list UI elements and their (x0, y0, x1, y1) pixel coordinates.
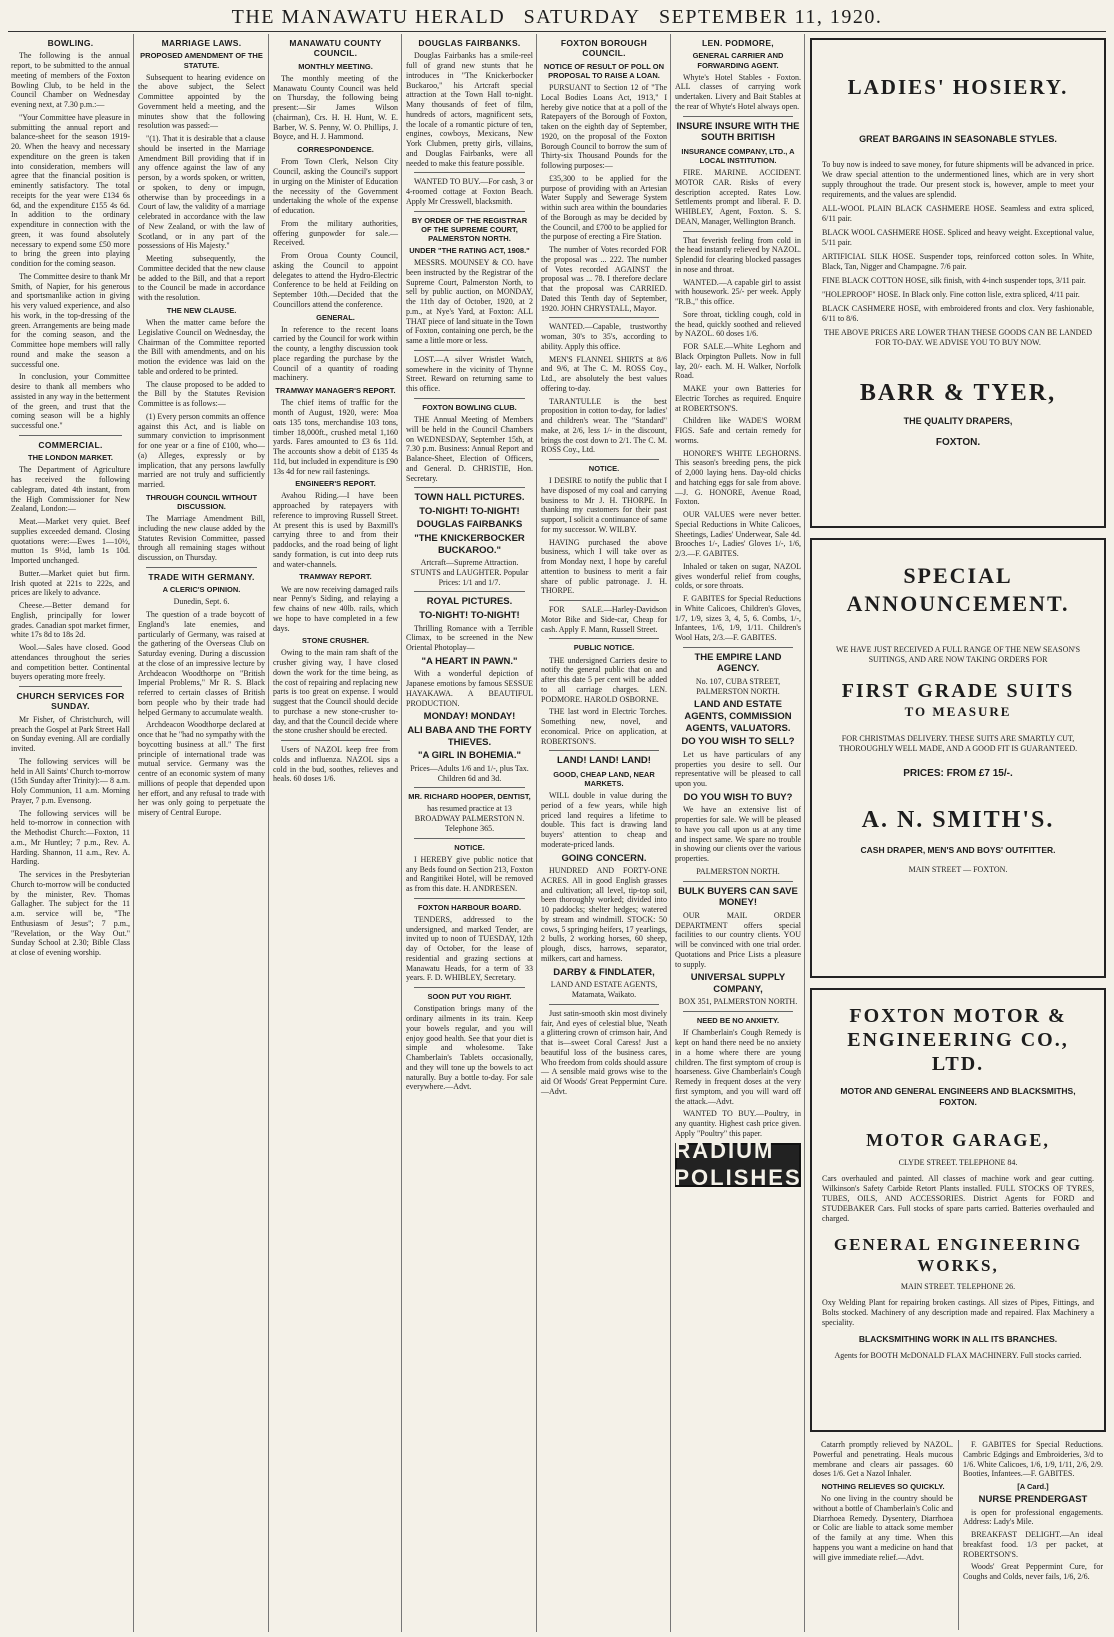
advert-text: OUR MAIL ORDER DEPARTMENT offers special facilities to our country clients. YOU will be convinced with one trial order. Quotations and Price Lists a pleasure to supply. (675, 910, 801, 969)
advert-text: is open for professional engagements. Address: Lady's Mile. (963, 1507, 1103, 1527)
advert-text: FOR SALE.—Harley-Davidson Motor Bike and Side-car, Cheap for cash. Apply F. Mann, Russell Street. (541, 605, 667, 634)
engineering-works-address: MAIN STREET. TELEPHONE 26. (900, 1282, 1016, 1292)
monday-banner: MONDAY! MONDAY! (423, 711, 516, 723)
column-borough-council (538, 34, 670, 1632)
subheading: SOON PUT YOU RIGHT. (427, 992, 512, 1002)
royal-pictures-heading: ROYAL PICTURES. (426, 596, 513, 608)
advert-text: No. 107, CUBA STREET, PALMERSTON NORTH. (695, 676, 781, 696)
advert-text: Just satin-smooth skin most divinely fair, And eyes of celestial blue, 'Neath a glittering crown of crimson hair, And that is—sweet Coral Caress! Just a beautiful loss of the business cares, Who freedom from colds should assure— A sensible maid grows wise to the aid Of Woods' Great Peppermint Cure.—Advt. (541, 1008, 667, 1096)
paper-day: SATURDAY (523, 6, 641, 28)
subheading-london-market: THE LONDON MARKET. (28, 453, 113, 463)
buy-heading: DO YOU WISH TO BUY? (683, 791, 793, 803)
advert-text: MEN'S FLANNEL SHIRTS at 8/6 and 9/6, at The C. M. ROSS Coy., Ltd., are absolutely the best values offering to-day. (541, 354, 667, 393)
film-title: "A HEART IN PAWN." (421, 655, 518, 667)
company-name: UNIVERSAL SUPPLY COMPANY, (690, 972, 786, 995)
column-bowling-commercial-church (8, 34, 133, 1632)
divider (414, 898, 525, 899)
article-text: The chief items of traffic for the month of August, 1920, were: Moa oats 135 tons, merchandise 103 tons, timber 18,000ft., crushed metal 1,160 yards. Fares amounted to £3 6s 11d. The accounts show a debit of £135 4s 11d, but included in expenditure is £90 13s 4d for new rail fastenings. (273, 398, 398, 476)
advert-text: Sore throat, tickling cough, cold in the head, quickly soothed and relieved by NAZOL. 60 doses 1/6. (675, 309, 801, 339)
article-text: Douglas Fairbanks has a smile-reel full of grand new stunts that he introduces in "The Knickerbocker Buckaroo," his Artcraft special attraction at the Town Hall to-night. Many thousands of feet of film, hundreds of actors, magnificent sets, the locale of a romantic picture of ten, engines, cowboys, Mexicans, New York Clubmen, pretty girls, villains, and Douglas Fairbanks, were all needed to make this feature possible. (406, 51, 533, 168)
article-text: Butter.—Market quiet but firm. Irish quoted at 221s to 222s, and prices are likely to advance. (11, 568, 130, 598)
radium-polishes-logo: RADIUM POLISHES (674, 1137, 802, 1190)
advert-text: MAKE your own Batteries for Electric Torches as required. Enquire at ROBERTSON'S. (675, 384, 801, 413)
article-text: Subsequent to hearing evidence on the above subject, the Select Committee appointed by the Government held a meeting, and the minutes show that the following resolution was passed:— (138, 72, 265, 131)
heading-commercial: COMMERCIAL. (38, 439, 103, 450)
sell-heading: DO YOU WISH TO SELL? (681, 736, 795, 748)
masthead-rule (8, 31, 1106, 32)
article-text: From the military authorities, offering gunpowder for sale.—Received. (273, 218, 398, 248)
subheading: GOOD, CHEAP LAND, NEAR MARKETS. (553, 769, 655, 788)
divider (549, 600, 659, 601)
advert-text: We have an extensive list of properties for sale. We will be pleased to have you call upon us at any time and inspect same. We spare no trouble in showing our clients over the various properties. (675, 805, 801, 864)
divider (549, 317, 659, 318)
column-divider (133, 34, 134, 1632)
announcement-main: FIRST GRADE SUITS (841, 680, 1075, 702)
divider (683, 116, 793, 117)
advert-text: HUNDRED AND FORTY-ONE ACRES. All in good English grasses and cultivation; all level, tip-top soil, been thoroughly worked; divided into 10 paddocks; shelter hedges; watered by stream and windmill. STOCK: 50 cows, 5 springing heifers, 17 yearlings, 2 bulls, 2 working horses, 60 sheep, plough, discs, harrows, separator, milkers, cart and harness. (541, 866, 667, 963)
subheading: GENERAL CARRIER AND FORWARDING AGENT. (692, 51, 784, 70)
advert-text: HAVING purchased the above business, which I will take over as from Monday next, I hope by careful attention to business to merit a fair share of public patronage. J. H. THORPE. (541, 537, 667, 596)
hosiery-title: LADIES' HOSIERY. (847, 75, 1069, 99)
subheading: PROPOSED AMENDMENT OF THE STATUTE. (140, 51, 263, 70)
barr-tyer-name: BARR & TYER, (859, 379, 1057, 406)
article-text: The monthly meeting of the Manawatu County Council was held on Thursday, the following being present:—Sir James Wilson (chairman), Crs. H. H. Hunt, W. E. Barber, W. S. Penny, W. O. Phillips, J. Boyce, and H. J. Hammond. (273, 73, 398, 142)
announcement-title-line1: SPECIAL (903, 563, 1013, 588)
announcement-title-line2: ANNOUNCEMENT. (846, 590, 1070, 616)
divider (19, 435, 122, 436)
advert-text: Inhaled or taken on sugar, NAZOL gives wonderful relief from coughs, colds, or sore throats. (675, 561, 801, 591)
motor-garage-text: Cars overhauled and painted. All classes of machine work and gear cutting. Wilkinson's Safety Carbide Retort Plants installed. FULL STOCKS OF TYRES, TUBES, OILS, AND ACCESSORIES. District Agents for FORD and STUDEBAKER Cars. Full stocks of spare parts carried. Batteries overhauled and charged. (822, 1173, 1094, 1223)
article-text: Wool.—Sales have closed. Good attendances throughout the series and competition better. Continental buyers operating more freely. (11, 643, 130, 682)
hosiery-subtitle: GREAT BARGAINS IN SEASONABLE STYLES. (859, 134, 1057, 145)
advert-text: has resumed practice at 13 BROADWAY PALMERSTON N. Telephone 365. (414, 804, 525, 833)
column-entertainment-notices (403, 34, 536, 1632)
article-text: From Oroua County Council, asking the Council to appoint delegates to attend the Hydro-Electric Conference to be held at Feilding on September 10th.—Decided that the Councillors attend the conference. (273, 251, 398, 309)
divider (19, 686, 122, 687)
town-hall-heading: TOWN HALL PICTURES. (414, 492, 525, 504)
engineering-agents-text: Agents for BOOTH McDONALD FLAX MACHINERY. Full stocks carried. (834, 1350, 1082, 1360)
subheading: UNDER "THE RATING ACT, 1908." (409, 246, 530, 256)
advert-ladies-hosiery (810, 38, 1106, 528)
hosiery-note: THE ABOVE PRICES ARE LOWER THAN THESE GOODS CAN BE LANDED FOR TO-DAY. WE ADVISE YOU TO BUY NOW. (823, 327, 1093, 347)
land-banner: LAND! LAND! LAND! (557, 755, 651, 767)
advert-text: PURSUANT to Section 12 of "The Local Bodies Loans Act, 1913," I hereby give notice that at a poll of the Ratepayers of the Borough of Foxton, taken on the eighth day of September, 1920, on the proposal of the Foxton Borough Council to borrow the sum of Thirty-six Thousand Pounds for the following purposes:— (541, 83, 667, 170)
article-text: "(1). That it is desirable that a clause should be inserted in the Marriage Amendment Bill providing that if in any offence against the law of any person, by a words spoken, or written, or spoken, to deny or impugn, otherwise than by proceedings in a Court of law, the validity of a marriage celebrated in accordance with the law of New Zealand, or with the law of Scotland, or in any part of the possessions of His Majesty." (138, 134, 265, 251)
article-text: In conclusion, your Committee desire to thank all members who assisted in any way in the betterment of the green, and trust that the coming season will be a highly successful one." (11, 372, 130, 431)
column-divider (670, 34, 671, 1632)
film-title: ALI BABA AND THE FORTY THIEVES. (407, 725, 532, 748)
divider (549, 459, 659, 460)
article-text: The following services will be held to-morrow in connection with the Methodist Church:—Foxton, 11 a.m., Mr Huntley; 7 p.m., Rev. A. Harding. Shannon, 11 a.m., Rev. A. Harding. (11, 808, 130, 867)
article-text: Mr Fisher, of Christchurch, will preach the Gospel at Park Street Hall on Sunday evening. All are cordially invited. (11, 714, 130, 754)
advert-text: WILL double in value during the period of a few years, while high priced land requires a lifetime to double. This fact is drawing land buyers' attention to cheap and moderate-priced lands. (541, 791, 667, 849)
advert-text: BREAKFAST DELIGHT.—An ideal breakfast food. 1/3 per packet, at ROBERTSON'S. (963, 1530, 1103, 1559)
subheading: GENERAL. (316, 312, 355, 322)
subheading: A CLERIC'S OPINION. (162, 585, 241, 595)
subheading: THROUGH COUNCIL WITHOUT DISCUSSION. (145, 492, 258, 511)
advert-text: I DESIRE to notify the public that I have disposed of my coal and carrying business to Mr J. H. THORPE. In thanking my customers for their past support, I solicit a continuance of same for my successor. W. WILBY. (541, 476, 667, 534)
subheading: FOXTON HARBOUR BOARD. (417, 902, 522, 912)
motor-garage-heading: MOTOR GARAGE, (866, 1130, 1050, 1151)
advert-text: THE Annual Meeting of Members will be held in the Council Chambers on WEDNESDAY, September 15th, at 7.30 p.m. Business: Annual Report and Balance-Sheet, Election of Officers, and General. D. CHRISTIE, Hon. Secretary. (406, 415, 533, 483)
heading-bowling: BOWLING. (47, 38, 94, 48)
hosiery-line: FINE BLACK COTTON HOSE, silk finish, with 4-inch suspender tops, 3/11 pair. (822, 275, 1086, 285)
divider (146, 567, 257, 568)
subheading: NOTICE OF RESULT OF POLL ON PROPOSAL TO RAISE A LOAN. (543, 61, 665, 80)
article-text: (1) Every person commits an offence against this Act, and is liable on summary conviction to imprisonment for one year or a fine of £100, who—(a) Alleges, expressly or by implication, that any persons lawfully married are not truly and sufficiently married. (138, 411, 265, 490)
article-text: We are now receiving damaged rails near Penny's Siding, and relaying a few chains of new 40lb. rails, which we hope to have completed in a few days. (273, 584, 398, 633)
advert-text: OUR VALUES were never better. Special Reductions in White Calicoes, Sheetings, Ladies' Underwear, Sale 4d. Brooches 1/-, Ladies' Gloves 1/-, 1/6, 2/3.—F. GABITES. (675, 510, 801, 559)
divider (414, 591, 525, 592)
divider (281, 740, 390, 741)
advert-text: Thrilling Romance with a Terrible Climax, to be screened in the New Oriental Photoplay— (406, 623, 533, 653)
blacksmithing-heading: BLACKSMITHING WORK IN ALL ITS BRANCHES. (858, 1334, 1058, 1345)
hosiery-line: BLACK WOOL CASHMERE HOSE. Spliced and heavy weight. Exceptional value, 5/11 pair. (822, 227, 1094, 247)
bottom-adverts-right (960, 1440, 1106, 1630)
motor-subtitle: MOTOR AND GENERAL ENGINEERS AND BLACKSMITHS, FOXTON. (840, 1086, 1076, 1107)
divider (414, 987, 525, 988)
article-text: The question of a trade boycott of England's late enemies, and particularly of Germany, was raised at the gathering of the Overseas Club on Saturday evening. During a discussion at the close of an impressive lecture by Archdeacon Woodthorpe on "British Imperial Problems," Mr R. S. Black referred to certain classes of British born people who by their trade had helped Germany to accumulate wealth. (138, 610, 265, 717)
agents-heading: LAND AND ESTATE AGENTS, COMMISSION AGENTS, VALUATORS. (684, 699, 792, 734)
advert-text: Constipation brings many of the ordinary ailments in its train. Keep your bowels regular, and you will enjoy good health. See that your diet is simple and wholesome. Take Chamberlain's Tablets occasionally, and they will tone up the bowels to act naturally. Buy a bottle to-day. For sale everywhere.—Advt. (406, 1004, 533, 1092)
smith-tagline: CASH DRAPER, MEN'S AND BOYS' OUTFITTER. (860, 844, 1056, 855)
advert-text: Catarrh promptly relieved by NAZOL. Powerful and penetrating. Heals mucous membrane and clears air passages. 60 doses 1/6. Get a Nazol Inhaler. (813, 1440, 953, 1479)
column-divider (958, 1440, 959, 1630)
star-name: DOUGLAS FAIRBANKS (416, 519, 523, 531)
column-divider (268, 34, 269, 1632)
subheading: MR. RICHARD HOOPER, DENTIST, (408, 792, 531, 802)
announcement-body: FOR CHRISTMAS DELIVERY. THESE SUITS ARE SMARTLY CUT, THOROUGHLY WELL MADE, AND A GOOD FIT IS GUARANTEED. (838, 734, 1078, 754)
advert-text: THE undersigned Carriers desire to notify the general public that on and after this date 5 per cent will be added to all carriage charges. LEN. PODMORE. HAROLD OSBORNE. (541, 655, 667, 704)
bottom-adverts-left (810, 1440, 956, 1630)
masthead (0, 6, 1114, 30)
advert-text: WANTED TO BUY.—Poultry, in any quantity. Highest cash price given. Apply "Poultry" this paper. (675, 1109, 801, 1138)
tonight-banner: TO-NIGHT! TO-NIGHT! (419, 505, 520, 517)
advert-foxton-motor (810, 988, 1106, 1432)
article-text: Archdeacon Woodthorpe declared at once that he "had no sympathy with the boycotting business at all." The first principle of international trade was mutual service. Germany was the centre of an economic system of many millions of people that depended upon her effort, and any refusal to trade with her was only going to perpetuate the misery of Central Europe. (138, 720, 265, 818)
advert-text: F. GABITES for Special Reductions. Cambric Edgings and Embroideries, 3/d to 1/6. White Calicoes, 1/6, 1/9, 1/11, 2/6, 2/9. Booties, Infantees.—F. GABITES. (963, 1440, 1103, 1479)
smith-name: A. N. SMITH'S. (861, 806, 1055, 833)
article-text: Meeting subsequently, the Committee decided that the new clause be added to the Bill, and that a report to the Council be made in accordance with the resolution. (138, 254, 265, 303)
advert-text: F. GABITES for Special Reductions in White Calicoes, Children's Gloves, 1/7, 1/9, sizes 3, 4, 5, 6. Combs, 1/-, Infantees, 1/6, 1/9, 1/11. Children's Wool Hats, 2/3.—F. GABITES. (675, 594, 801, 643)
subheading: FOXTON BOWLING CLUB. (422, 402, 517, 412)
divider (414, 211, 525, 212)
advert-text: TARANTULLE is the best proposition in cotton to-day, for ladies' and children's wear. The "Standard" make, at 2/6, less 1/- in the discount, brings the cost down to 2/1. The C. M. ROSS Coy., Ltd. (541, 396, 667, 455)
subheading: TRAMWAY MANAGER'S REPORT. (275, 386, 396, 396)
article-text: Meat.—Market very quiet. Beef supplies exceeded demand. Closing quotations were:—Ewes 1—10½, mutton 1s 9½d, lamb 1s 10d. Imported unchanged. (11, 517, 130, 566)
divider (414, 487, 525, 488)
column-marriage-laws (135, 34, 268, 1632)
announcement-prices: PRICES: FROM £7 15/-. (903, 768, 1013, 780)
divider (683, 231, 793, 232)
advert-text: Woods' Great Peppermint Cure, for Coughs and Colds, never fails, 1/6, 2/6. (963, 1562, 1103, 1582)
subheading: [A Card.] (1017, 1482, 1049, 1491)
empire-land-heading: THE EMPIRE LAND AGENCY. (694, 651, 782, 675)
hosiery-line: ALL-WOOL PLAIN BLACK CASHMERE HOSE. Seamless and extra spliced, 6/11 pair. (822, 203, 1094, 223)
announcement-main-sub: TO MEASURE (904, 704, 1012, 719)
advert-text: Prices—Adults 1/6 and 1/-, plus Tax. Children 6d and 3d. (410, 763, 529, 783)
heading-marriage-laws: MARRIAGE LAWS. (161, 38, 242, 48)
subheading: TRAMWAY REPORT. (299, 572, 372, 582)
divider (683, 1011, 793, 1012)
advert-text: £35,300 to be applied for the purpose of providing with an Artesian Water Supply and Sewerage System within such area within the boundaries of the Borough as may be decided by the Council, and £700 to be applied for the purpose of erecting a Fire Station. (541, 173, 667, 242)
advert-text: If Chamberlain's Cough Remedy is kept on hand there need be no anxiety in a home where there are young children. The first symptom of croup is hoarseness. Give Chamberlain's Cough Remedy in frequent doses at the very first symptom, and you will ward off the attack.—Advt. (675, 1028, 801, 1106)
advert-text: LOST.—A silver Wristlet Watch, somewhere in the vicinity of Thynne Street. Reward on returning same to this office. (406, 354, 533, 394)
barr-tyer-town: FOXTON. (935, 436, 981, 448)
divider (414, 838, 525, 839)
paper-name: THE MANAWATU HERALD (231, 6, 506, 28)
motor-garage-address: CLYDE STREET. TELEPHONE 84. (898, 1157, 1018, 1167)
subheading: NOTICE. (588, 464, 620, 473)
tonight-banner: TO-NIGHT! TO-NIGHT! (419, 610, 520, 622)
heading-trade-germany: TRADE WITH GERMANY. (148, 571, 255, 582)
heading-douglas-fairbanks: DOUGLAS FAIRBANKS. (418, 38, 521, 48)
advert-text: FOR SALE.—White Leghorn and Black Orpington Pullets. Now in full lay, 20/- each. M. H. Walker, Norfolk Road. (675, 342, 801, 381)
advert-text: No one living in the country should be without a bottle of Chamberlain's Colic and Diarrhoea Remedy. Dysentery, Diarrhoea or Colic are liable to attack some member of the family at any time. When this happens you want a medicine on hand that will give immediate relief.—Advt. (813, 1494, 953, 1562)
divider (414, 398, 525, 399)
article-text: The following services will be held in All Saints' Church to-morrow (15th Sunday after Trinity):— 8 a.m. Holy Communion, 11 a.m. Morning Prayer, 7 p.m. Evensong. (11, 756, 130, 805)
subheading: ENGINEER'S REPORT. (295, 479, 376, 489)
engineering-works-text: Oxy Welding Plant for repairing broken castings. All sizes of Pipes, Fittings, and Bolts stocked. Machinery of any description made and repaired. Flax Machinery a speciality. (822, 1298, 1094, 1328)
dateline: Dunedin, Sept. 6. (173, 597, 230, 607)
advert-text: I HEREBY give public notice that any Beds found on Section 213, Foxton and Rangitikei Hotel, will be removed as from this date. H. ANDRESEN. (406, 854, 533, 894)
divider (683, 647, 793, 648)
column-county-council (270, 34, 401, 1632)
hosiery-line: "HOLEPROOF" HOSE. In Black only. Fine cotton lisle, extra spliced, 4/11 pair. (822, 289, 1080, 299)
advert-text: LAND AND ESTATE AGENTS, Matamata, Waikato. (550, 980, 658, 1000)
article-text: Owing to the main ram shaft of the crusher giving way, I have closed down the work for the time being, as the cost of repairing and replacing new parts is too great on expense. I would suggest that the Council should decide to purchase a new stone-crusher to-day, and that the Council decide where the stone crusher should be erected. (273, 648, 398, 736)
subheading: THE NEW CLAUSE. (166, 305, 237, 315)
hosiery-intro: To buy now is indeed to save money, for future shipments will be advanced in price. We draw special attention to the undermentioned lines, which are in very short supply throughout the trade. Our present stock is, however, ample to meet your requirements, and the values are splendid. (822, 159, 1094, 199)
divider (683, 881, 793, 882)
article-text: The Marriage Amendment Bill, including the new clause added by the Statutes Revision Committee, passed through all remaining stages without discussion, on Thursday. (138, 514, 265, 563)
heading-church-services: CHURCH SERVICES FOR SUNDAY. (16, 691, 125, 712)
article-text: The Committee desire to thank Mr Smith, of Napier, for his generous and sportsmanlike action in giving his very valued experience, and also his work, in the top-dressing of the green. Arrangements are being made for the coming season, and the Committee hope members will rally round and make the season a successful one. (11, 271, 130, 369)
divider (414, 350, 525, 351)
advert-text: Whyte's Hotel Stables - Foxton. ALL classes of carrying work undertaken. Livery and Bait Stables at the rear of Whyte's Hotel always open. (675, 72, 801, 111)
article-text: "Your Committee have pleasure in submitting the annual report and balance-sheet for the season 1919-20. When the heavy and necessary expenditure on the green is taken into consideration, members will agree that the financial position is eminently satisfactory. The total receipts for the year were £134 6s 6d, and the expenditure £155 4s 6d. In addition to the ordinary expenditure in connection with the green, it was found absolutely necessary to expend some £50 more to bring the green into playing condition for the coming season. (11, 112, 130, 269)
divider (549, 1004, 659, 1005)
subheading: NOTHING RELIEVES SO QUICKLY. (821, 1482, 945, 1491)
article-text: In reference to the recent loans carried by the Council for work within the county, a lengthy discussion took place regarding the purchase by the Council of a quantity of roading machinery. (273, 324, 398, 383)
advert-text: PALMERSTON NORTH. (696, 866, 780, 876)
nurse-name: NURSE PRENDERGAST (978, 1494, 1088, 1506)
divider (549, 750, 659, 751)
insurance-heading: INSURE INSURE WITH THE SOUTH BRITISH (676, 120, 800, 144)
article-text: When the matter came before the Legislative Council on Wednesday, the Chairman of the Committee reported the Bill with amendments, and on his motion the evidence was laid on the table and ordered to be printed. (138, 318, 265, 376)
subheading: INSURANCE COMPANY, LTD., A LOCAL INSTITUTION. (681, 146, 795, 165)
hosiery-line: BLACK CASHMERE HOSE, with embroidered fronts and clox. Very fashionable, 6/11 to 8/6. (822, 303, 1094, 323)
advert-text: That feverish feeling from cold in the head instantly relieved by NAZOL. Splendid for clearing blocked passages in nose and throat. (675, 235, 801, 274)
article-text: The Department of Agriculture has received the following cablegram, dated 4th instant, from the High Commissioner for New Zealand, London:— (11, 465, 130, 514)
subheading: PUBLIC NOTICE. (573, 643, 635, 653)
advert-text: The number of Votes recorded FOR the proposal was ... 222. The number of Votes recorded AGAINST the proposal was ... 78. I therefore declare that the proposal was CARRIED. Dated this Tenth day of September, 1920. JOHN CHRYSTALL, Mayor. (541, 245, 667, 313)
column-divider (536, 34, 537, 1632)
article-text: From Town Clerk, Nelson City Council, asking the Council's support in urging on the Minister of Education the necessity of the Government undertaking the whole of the expense of education. (273, 157, 398, 215)
column-divider (804, 34, 805, 1632)
advert-text: TENDERS, addressed to the undersigned, and marked Tender, are invited up to noon of TUESDAY, 12th day of October, for the lease of residential and grazing sections at Manawatu Heads, for a term of 33 years. F. D. WHIBLEY, Secretary. (406, 914, 533, 983)
article-text: Avahou Riding.—I have been approached by ratepayers with reference to improving Russell Street. At present this is used by Baxmill's carrying three to and from their paddocks, and the road being of light sandy formation, is cut into deep ruts and water-channels. (273, 491, 398, 569)
article-text: Cheese.—Better demand for English, principally for lower grades. Canadian spot market firmer, white 17s 8d to 18s 2d. (11, 601, 130, 640)
barr-tyer-tagline: THE QUALITY DRAPERS, (903, 415, 1013, 426)
advert-text: With a wonderful depiction of Japanese emotions by famous SESSUE HAYAKAWA. A BEAUTIFUL PRODUCTION. (406, 669, 533, 708)
advert-special-announcement (810, 538, 1106, 978)
subheading: STONE CRUSHER. (302, 636, 369, 646)
bulk-buyers-heading: BULK BUYERS CAN SAVE MONEY! (678, 885, 798, 909)
engineering-works-heading: GENERAL ENGINEERING WORKS, (833, 1234, 1083, 1275)
advert-text: BOX 351, PALMERSTON NORTH. (678, 997, 798, 1007)
subheading: NOTICE. (454, 842, 485, 852)
advert-text: Children like WADE'S WORM FIGS. Safe and certain remedy for worms. (675, 416, 801, 445)
motor-title: FOXTON MOTOR & ENGINEERING CO., LTD. (847, 1005, 1069, 1075)
advert-text: Let us have particulars of any properties you desire to sell. Our representative will be pleased to call upon you. (675, 749, 801, 789)
advert-text: FIRE. MARINE. ACCIDENT. MOTOR CAR. Risks of every description accepted. Rates Low. Settlements prompt and liberal. F. D. WHIBLEY, Agent, Foxton. S. S. DEAN, Manager, Wellington Branch. (675, 168, 801, 226)
hosiery-line: ARTIFICIAL SILK HOSE. Suspender tops, reinforced cotton soles. In White, Black, Tan, Nigger and Champagne. 7/6 pair. (822, 251, 1094, 271)
paper-date: SEPTEMBER 11, 1920. (659, 6, 883, 28)
advert-text: Users of NAZOL keep free from colds and influenza. NAZOL sips a cold in the bud, soothes, relieves and heals. 60 doses 1/6. (273, 745, 398, 784)
article-text: The clause proposed to be added to the Bill by the Statutes Revision Committee is as follows:— (138, 379, 265, 409)
heading-podmore: LEN. PODMORE, (702, 38, 774, 48)
advert-text: HONORE'S WHITE LEGHORNS. This season's breeding pens, the pick of 2,000 laying hens. Day-old chicks and hatching eggs for sale from above.—J. G. HONORE, Avenue Road, Foxton. (675, 448, 801, 507)
advert-text: Artcraft—Supreme Attraction. STUNTS and LAUGHTER. Popular Prices: 1/1 and 1/7. (410, 558, 529, 587)
advert-text: MESSRS. MOUNSEY & CO. have been instructed by the Registrar of the Supreme Court, Palmerston North, to sell by public auction, on MONDAY, the 11th day of October, 1920, at 2 p.m., at Nye's Yard, at Foxton: ALL THAT piece of land situate in the Town of Foxton, containing one perch, be the same a little more or less. (406, 258, 533, 346)
heading-county-council: MANAWATU COUNTY COUNCIL. (289, 38, 382, 59)
advert-text: WANTED TO BUY.—For cash, 3 or 4-roomed cottage at Foxton Beach. Apply Mr Cresswell, blacksmith. (406, 177, 533, 206)
divider (549, 638, 659, 639)
divider (414, 172, 525, 173)
advert-text: WANTED.—A capable girl to assist with housework. 25/- per week. Apply "R.B.," this office. (675, 277, 801, 307)
film-title: "THE KNICKERBOCKER BUCKAROO." (414, 533, 525, 556)
agent-name: DARBY & FINDLATER, (553, 966, 655, 978)
going-concern-heading: GOING CONCERN. (561, 852, 647, 864)
film-title: "A GIRL IN BOHEMIA." (418, 750, 521, 762)
article-text: The following is the annual report, to be submitted to the annual meeting of members of the Foxton Bowling Club, to be held in the Council Chamber on Wednesday evening next, at 7.30 p.m.:— (11, 51, 130, 110)
column-divider (401, 34, 402, 1632)
subheading: BY ORDER OF THE REGISTRAR OF THE SUPREME COURT, PALMERSTON NORTH. (411, 215, 528, 243)
advert-text: THE last word in Electric Torches. Something new, novel, and economical. Price on application, at ROBERTSON'S. (541, 707, 667, 746)
subheading: MONTHLY MEETING. (298, 61, 373, 71)
heading-borough-council: FOXTON BOROUGH COUNCIL. (560, 38, 648, 59)
announcement-intro: WE HAVE JUST RECEIVED A FULL RANGE OF THE NEW SEASON'S SUITINGS, AND ARE NOW TAKING ORDERS FOR (835, 645, 1081, 664)
advert-text: WANTED.—Capable, trustworthy woman, 30's to 35's, according to ability. Apply this office. (541, 322, 667, 351)
article-text: The services in the Presbyterian Church to-morrow will be conducted by the minister, Rev. Thomas Gallagher. The subject for the 11 a.m. service will be, "The Enthusiasm of Jesus"; 7 p.m., "Revelation, or the Way Out." Sunday School at 2.30; Bible Class at close of evening worship. (11, 870, 130, 958)
column-small-adverts (672, 34, 804, 1632)
subheading: CORRESPONDENCE. (297, 145, 374, 155)
divider (414, 787, 525, 788)
smith-address: MAIN STREET — FOXTON. (908, 865, 1008, 875)
subheading: NEED BE NO ANXIETY. (696, 1016, 780, 1026)
